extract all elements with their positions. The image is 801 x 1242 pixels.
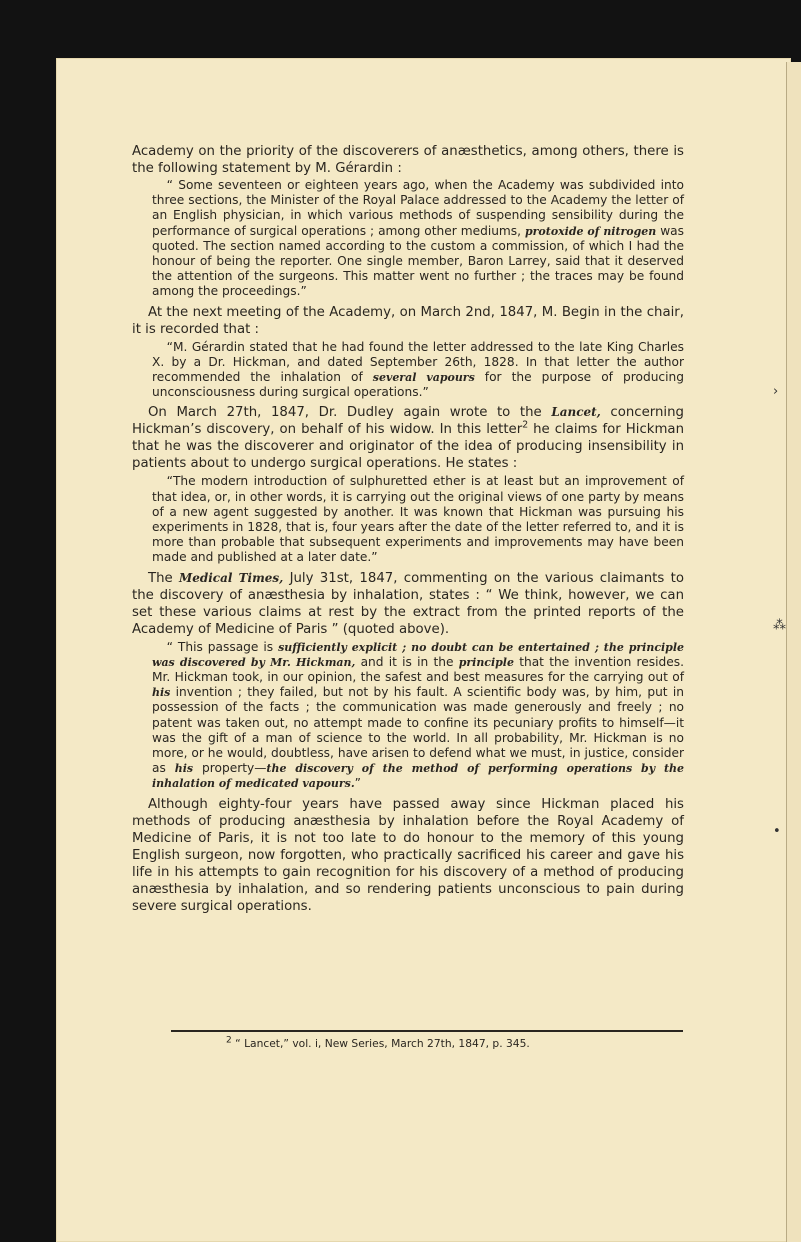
margin-mark: • bbox=[773, 824, 781, 839]
body-text bbox=[132, 143, 684, 915]
paragraph: Although eighty-four years have passed away since Hickman placed his methods of producing anæsthesia by inhalation before the Royal Academy of Medicine of Paris, it is not too late to do honour to the memory of this young English surgeon, now forgotten, who practically sacrificed his career and gave his life in his attempts to gain recognition for his discovery of a method of producing anæsthesia by inhalation, and so rendering patients unconscious to pain during severe surgical operations. bbox=[132, 796, 684, 914]
footnote bbox=[226, 1037, 530, 1050]
quotation: “The modern introduction of sulphuretted ether is at least but an improvement of that idea, or, in other words, it is carrying out the original views of one party by means of a new agent suggested by another. It was known that Hickman was pursuing his experiments in 1828, that is, four years after the date of the letter referred to, and it is more than probable that subsequent experiments and improvements may have been made and published at a later date.” bbox=[152, 474, 684, 565]
page-edge bbox=[786, 62, 801, 1242]
footnote-text: “ Lancet,” vol. i, New Series, March 27th, 1847, p. 345. bbox=[235, 1037, 530, 1050]
quotation: “M. Gérardin stated that he had found the letter addressed to the late King Charles X. by a Dr. Hickman, and dated September 26th, 1828. In that letter the author recommended the inhalation of several vapours for the purpose of producing unconsciousness during surgical operations.” bbox=[152, 339, 684, 400]
paragraph: At the next meeting of the Academy, on March 2nd, 1847, M. Begin in the chair, it is recorded that : bbox=[132, 304, 684, 337]
margin-mark: › bbox=[773, 384, 779, 399]
paragraph: The Medical Times, July 31st, 1847, commenting on the various claimants to the discovery of anæsthesia by inhalation, states : “ We think, however, we can set these various claims at rest by the extract from the printed reports of the Academy of Medicine of Paris ” (quoted above). bbox=[132, 570, 684, 637]
quotation: “ This passage is sufficiently explicit ; no doubt can be entertained ; the principle was discovered by Mr. Hickman, and it is in the principle that the invention resides. Mr. Hickman took, in our opinion, the safest and best measures for the carrying out of his invention ; they failed, but not by his fault. A scientific body was, by him, put in possession of the facts ; the communication was made generously and freely ; no patent was taken out, no attempt made to confine its pecuniary profits to himself—it was the gift of a man of science to the world. In all probability, Mr. Hickman is no more, or he would, doubtless, have arisen to defend what we must, in justice, consider as his property—the discovery of the method of performing operations by the inhalation of medicated vapours.” bbox=[152, 639, 684, 791]
quotation: “ Some seventeen or eighteen years ago, when the Academy was subdivided into three sections, the Minister of the Royal Palace addressed to the Academy the letter of an English physician, in which various methods of suspending sensibility during the performance of surgical operations ; among other mediums, protoxide of nitrogen was quoted. The section named according to the custom a commission, of which I had the honour of being the reporter. One single member, Baron Larrey, said that it deserved the attention of the surgeons. This matter went no further ; the traces may be found among the proceedings.” bbox=[152, 178, 684, 299]
footnote-ref: 2 bbox=[522, 420, 529, 432]
footnote-number: 2 bbox=[226, 1035, 232, 1046]
paragraph: On March 27th, 1847, Dr. Dudley again wrote to the Lancet, concerning Hickman’s discovery, on behalf of his widow. In this letter$^2$ he claims for Hickman that he was the discoverer and originator of the idea of producing insensibility in patients about to undergo surgical operations. He states : bbox=[132, 405, 684, 472]
margin-mark: ⁂ bbox=[773, 618, 786, 633]
paragraph: Academy on the priority of the discoverers of anæsthetics, among others, there is the following statement by M. Gérardin : bbox=[132, 144, 684, 176]
footnote-rule bbox=[171, 1030, 683, 1032]
